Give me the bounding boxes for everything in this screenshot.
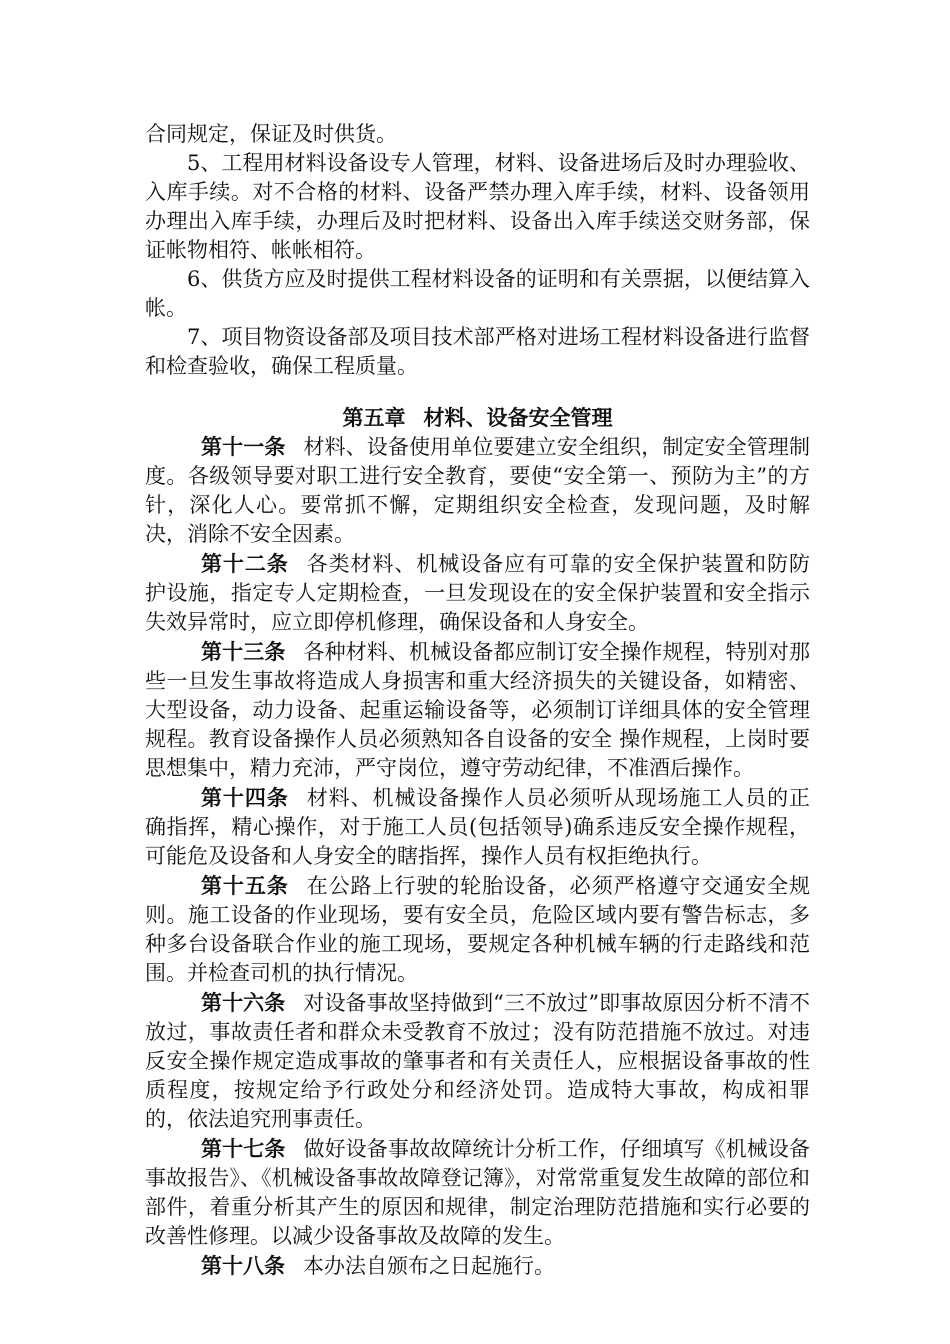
article-number: 第十二条 — [201, 551, 289, 576]
article-15 — [145, 871, 810, 988]
intro-item-6: 6、供货方应及时提供工程材料设备的证明和有关票据，以便结算入帐。 — [145, 267, 810, 320]
article-18 — [145, 1251, 810, 1281]
article-11 — [145, 432, 810, 549]
article-13 — [145, 637, 810, 783]
chapter-number: 第五章 — [342, 405, 406, 430]
intro-item-5: 5、工程用材料设备设专人管理，材料、设备进场后及时办理验收、入库手续。对不合格的材料、设备严禁办理入库手续，材料、设备领用办理出入库手续，办理后及时把材料、设备出入库手续送交财务部，保证帐物相符、帐帐相符。 — [145, 151, 810, 262]
article-16 — [145, 988, 810, 1134]
article-number: 第十八条 — [201, 1253, 285, 1278]
article-text: 在公路上行驶的轮胎设备，必须严格遵守交通安全规则。施工设备的作业现场，要有安全员，危险区域内要有警告标志，多种多台设备联合作业的施工现场，要规定各种机械车辆的行走路线和范围。并检查司机的执行情况。 — [145, 874, 811, 985]
intro-lead: 合同规定，保证及时供货。 — [145, 122, 397, 146]
chapter-heading — [145, 403, 810, 432]
article-text: 做好设备事故故障统计分析工作，仔细填写《机械设备事故报告》、《机械设备事故故障登记簿》，对常常重复发生故障的部位和部件，着重分析其产生的原因和规律，制定治理防范措施和实行必要的改善性修理。以减少设备事故及故障的发生。 — [145, 1137, 811, 1248]
document-page — [145, 120, 810, 1281]
intro-item-7: 7、项目物资设备部及项目技术部严格对进场工程材料设备进行监督和检查验收，确保工程质量。 — [145, 325, 810, 378]
article-number: 第十六条 — [201, 990, 286, 1015]
article-text: 对设备事故坚持做到“三不放过”即事故原因分析不清不放过，事故责任者和群众未受教育不放过；没有防范措施不放过。对违反安全操作规定造成事故的肇事者和有关责任人，应根据设备事故的性质程度，按规定给予行政处分和经济处罚。造成特大事故，构成衵罪的，依法追究刑事责任。 — [145, 991, 810, 1131]
article-14 — [145, 783, 810, 871]
article-number: 第十一条 — [201, 434, 286, 459]
chapter-title: 材料、设备安全管理 — [423, 405, 613, 430]
article-17 — [145, 1134, 810, 1251]
article-text: 本办法自颁布之日起施行。 — [303, 1254, 555, 1278]
article-number: 第十七条 — [201, 1136, 286, 1161]
article-number: 第十五条 — [201, 873, 289, 898]
article-text: 材料、设备使用单位要建立安全组织，制定安全管理制度。各级领导要对职工进行安全教育，要使“安全第一、预防为主”的方针，深化人心。要常抓不懈，定期组织安全检查，发现问题，及时解决，消除不安全因素。 — [145, 435, 811, 546]
article-number: 第十三条 — [201, 639, 286, 664]
article-text: 各种材料、机械设备都应制订安全操作规程，特别对那些一旦发生事故将造成人身损害和重大经济损失的关键设备，如精密、大型设备，动力设备、起重运输设备等，必须制订详细具体的安全管理规程。教育设备操作人员必须熟知各自设备的安全 操作规程，上岗时要思想集中，精力充沛，严守岗位，遵守劳动纪律，不准酒后操作。 — [145, 640, 811, 780]
article-text: 材料、机械设备操作人员必须听从现场施工人员的正 确指挥，精心操作，对于施工人员(包括领导)确系违反安全操作规程，可能危及设备和人身安全的瞎指挥，操作人员有权拒绝执行。 — [145, 786, 811, 868]
article-12 — [145, 549, 810, 637]
article-text: 各类材料、机械设备应有可靠的安全保护装置和防防 护设施，指定专人定期检查，一旦发现设在的安全保护装置和安全指示失效异常时，应立即停机修理，确保设备和人身安全。 — [145, 552, 811, 634]
article-number: 第十四条 — [201, 785, 289, 810]
